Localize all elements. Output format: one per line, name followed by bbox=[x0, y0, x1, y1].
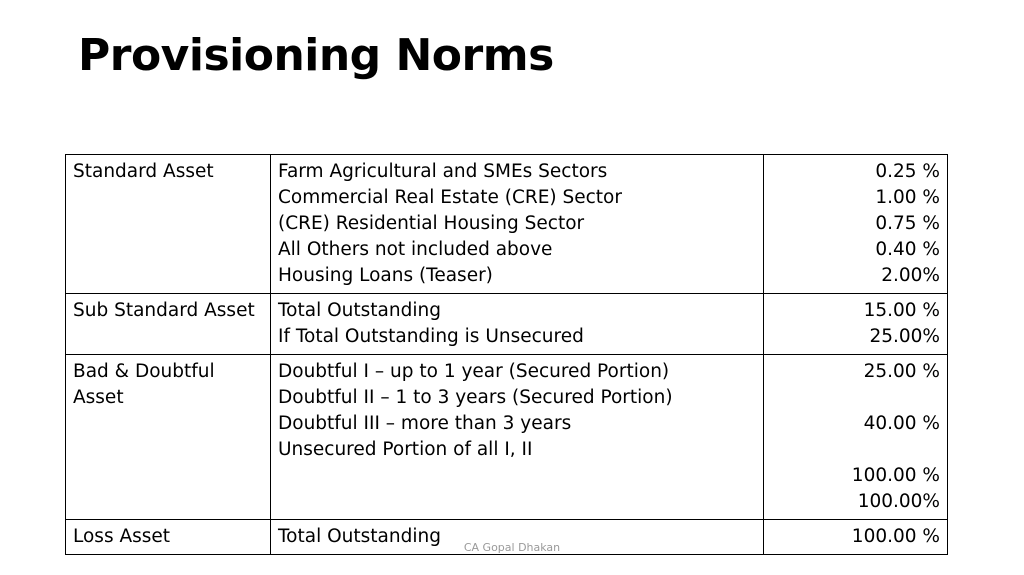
description-line: Housing Loans (Teaser) bbox=[278, 265, 493, 286]
provision-rate: 100.00% bbox=[857, 491, 940, 512]
description-line: Doubtful I – up to 1 year (Secured Portion) bbox=[278, 361, 670, 382]
provision-rate-cell bbox=[764, 355, 948, 520]
description-line: Farm Agricultural and SMEs Sectors bbox=[278, 161, 608, 182]
description-line: Total Outstanding bbox=[278, 526, 441, 547]
provision-rate: 0.75 % bbox=[875, 213, 940, 234]
asset-description-cell bbox=[271, 294, 764, 355]
provision-rate: 100.00 % bbox=[851, 526, 940, 547]
provision-rate: 25.00% bbox=[869, 326, 940, 347]
provision-rate: 0.40 % bbox=[875, 239, 940, 260]
asset-category: Loss Asset bbox=[66, 520, 271, 555]
table-row bbox=[66, 155, 948, 294]
provision-rate: 25.00 % bbox=[863, 361, 940, 382]
asset-description-cell bbox=[271, 155, 764, 294]
provision-rate: 40.00 % bbox=[863, 413, 940, 434]
asset-category: Bad & Doubtful Asset bbox=[66, 355, 271, 520]
asset-category: Standard Asset bbox=[66, 155, 271, 294]
description-line: All Others not included above bbox=[278, 239, 553, 260]
provision-rate-cell bbox=[764, 155, 948, 294]
provision-rate-cell bbox=[764, 294, 948, 355]
table-row bbox=[66, 355, 948, 520]
table-row bbox=[66, 294, 948, 355]
provision-rate: 2.00% bbox=[881, 265, 940, 286]
asset-category: Sub Standard Asset bbox=[66, 294, 271, 355]
description-line: Doubtful III – more than 3 years bbox=[278, 413, 572, 434]
spacer bbox=[771, 437, 940, 463]
provision-rate: 15.00 % bbox=[863, 300, 940, 321]
provision-rate: 100.00 % bbox=[851, 465, 940, 486]
description-line: Unsecured Portion of all I, II bbox=[278, 439, 533, 460]
provision-rate: 0.25 % bbox=[875, 161, 940, 182]
provision-rate: 1.00 % bbox=[875, 187, 940, 208]
description-line: If Total Outstanding is Unsecured bbox=[278, 326, 584, 347]
spacer bbox=[771, 385, 940, 411]
description-line: Doubtful II – 1 to 3 years (Secured Portion) bbox=[278, 387, 673, 408]
slide-footer: CA Gopal Dhakan bbox=[463, 541, 561, 554]
slide-title: Provisioning Norms bbox=[78, 30, 554, 81]
description-line: (CRE) Residential Housing Sector bbox=[278, 213, 585, 234]
provisioning-table bbox=[65, 154, 948, 555]
description-line: Commercial Real Estate (CRE) Sector bbox=[278, 187, 622, 208]
description-line: Total Outstanding bbox=[278, 300, 441, 321]
asset-description-cell bbox=[271, 355, 764, 520]
